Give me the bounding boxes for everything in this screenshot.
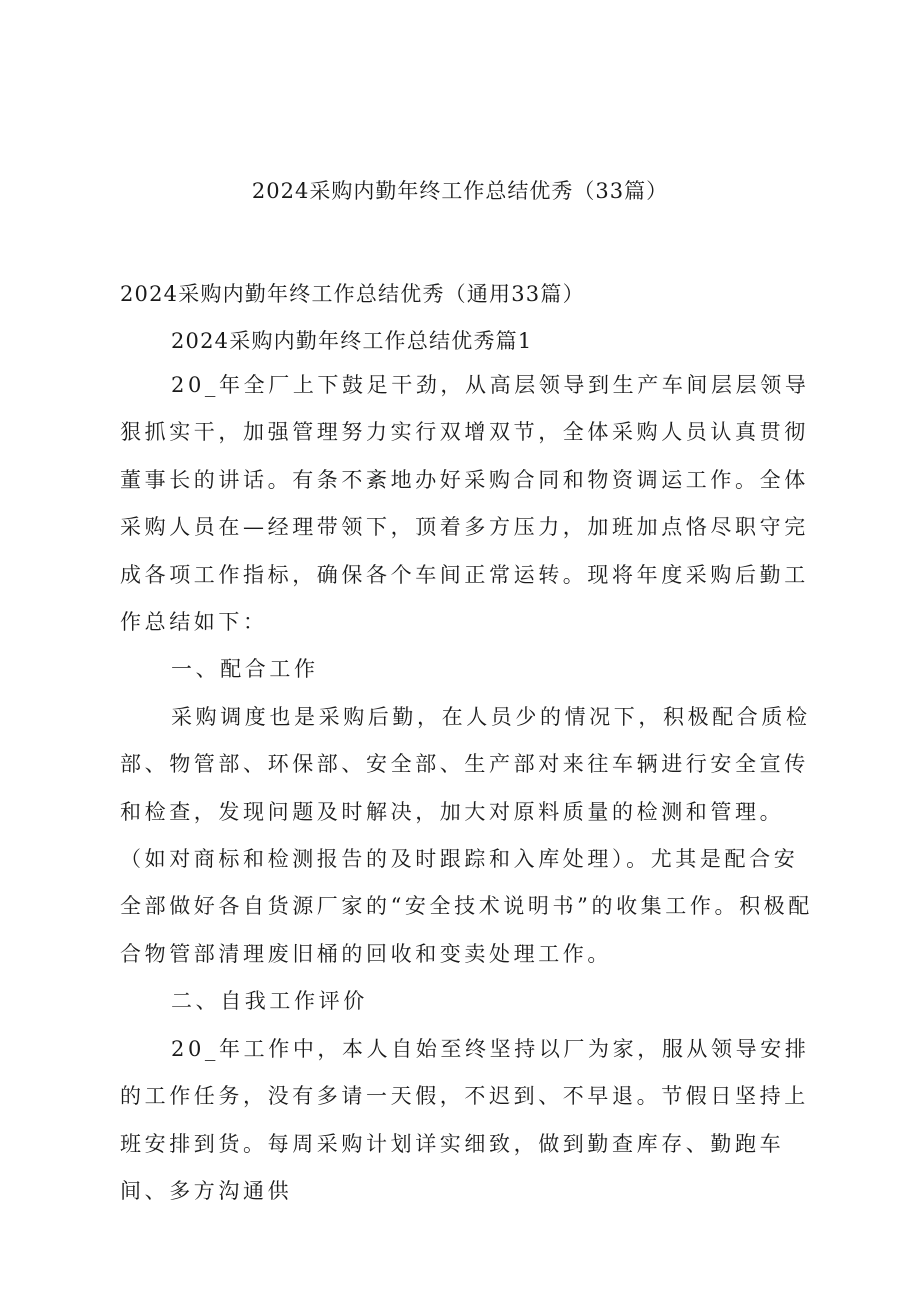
body-text — [120, 362, 820, 1215]
paragraph-self-evaluation: 20_年工作中，本人自始至终坚持以厂为家，服从领导安排的工作任务，没有多请一天假，不迟到、不早退。节假日坚持上班安排到货。每周采购计划详实细致，做到勤查库存、勤跑车间、多方沟通供 — [120, 1036, 810, 1203]
document-subtitle: 2024采购内勤年终工作总结优秀（通用33篇） — [120, 282, 585, 306]
paragraph-heading-cooperation: 一、配合工作 — [171, 657, 319, 682]
section-heading: 2024采购内勤年终工作总结优秀篇1 — [171, 329, 533, 353]
paragraph-heading-self-evaluation: 二、自我工作评价 — [171, 989, 368, 1014]
paragraph-intro: 20_年全厂上下鼓足干劲，从高层领导到生产车间层层领导狠抓实干，加强管理努力实行双增双节，全体采购人员认真贯彻董事长的讲话。有条不紊地办好采购合同和物资调运工作。全体采购人员在—经理带领下，顶着多方压力，加班加点恪尽职守完成各项工作指标，确保各个车间正常运转。现将年度采购后勤工作总结如下： — [120, 373, 810, 635]
document-title: 2024采购内勤年终工作总结优秀（33篇） — [251, 179, 669, 203]
paragraph-cooperation: 采购调度也是采购后勤，在人员少的情况下，积极配合质检部、物管部、环保部、安全部、生产部对来往车辆进行安全宣传和检查，发现问题及时解决，加大对原料质量的检测和管理。（如对商标和检测报告的及时跟踪和入库处理）。尤其是配合安全部做好各自货源厂家的“安全技术说明书”的收集工作。积极配合物管部清理废旧桶的回收和变卖处理工作。 — [120, 704, 813, 966]
